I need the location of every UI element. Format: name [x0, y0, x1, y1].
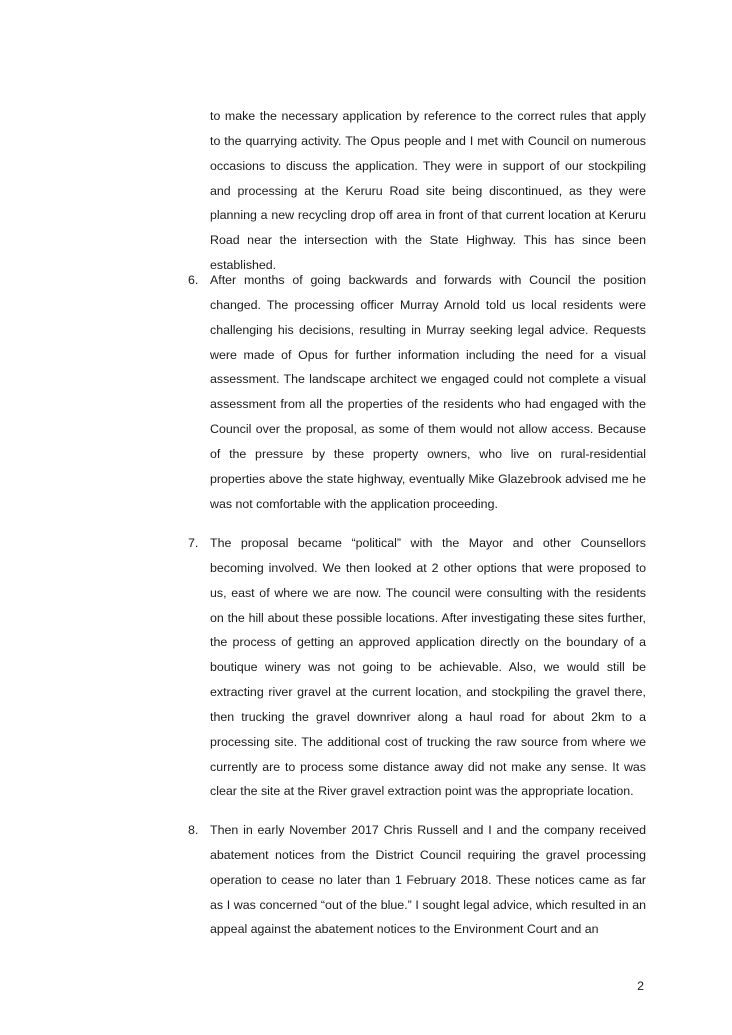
paragraph-text: After months of going backwards and forwards with Council the position changed. The processing officer Murray Arnold told us local residents were challenging his decisions, resulting in Murray seeking legal advice. Requests were made of Opus for further information including the need for a visual assessment. The landscape architect we engaged could not complete a visual assessment from all the properties of the residents who had engaged with the Council over the proposal, as some of them would not allow access. Because of the pressure by these property owners, who live on rural-residential properties above the state highway, eventually Mike Glazebrook advised me he was not comfortable with the application proceeding. — [210, 273, 646, 511]
paragraph-number: 6. — [188, 273, 199, 287]
paragraph-number: 7. — [188, 536, 199, 550]
numbered-paragraph-7 — [188, 531, 646, 804]
paragraph-text: Then in early November 2017 Chris Russell and I and the company received abatement notices from the District Council requiring the gravel processing operation to cease no later than 1 February 2018. These notices came as far as I was concerned “out of the blue.” I sought legal advice, which resulted in an appeal against the abatement notices to the Environment Court and an — [210, 823, 646, 937]
paragraph-text: The proposal became “political” with the Mayor and other Counsellors becoming involved. We then looked at 2 other options that were proposed to us, east of where we are now. The council were consulting with the residents on the hill about these possible locations. After investigating these sites further, the process of getting an approved application directly on the boundary of a boutique winery was not going to be achievable. Also, we would still be extracting river gravel at the current location, and stockpiling the gravel there, then trucking the gravel downriver along a haul road for about 2km to a processing site. The additional cost of trucking the raw source from where we currently are to process some distance away did not make any sense. It was clear the site at the River gravel extraction point was the appropriate location. — [210, 536, 646, 799]
page-number: 2 — [637, 979, 644, 993]
numbered-paragraph-8 — [188, 818, 646, 942]
intro-paragraph: to make the necessary application by reference to the correct rules that apply to the quarrying activity. The Opus people and I met with Council on numerous occasions to discuss the application. They were in support of our stockpiling and processing at the Keruru Road site being discontinued, as they were planning a new recycling drop off area in front of that current location at Keruru Road near the intersection with the State Highway. This has since been established. — [210, 109, 646, 273]
paragraph-number: 8. — [188, 823, 199, 837]
numbered-paragraph-6 — [188, 268, 646, 516]
